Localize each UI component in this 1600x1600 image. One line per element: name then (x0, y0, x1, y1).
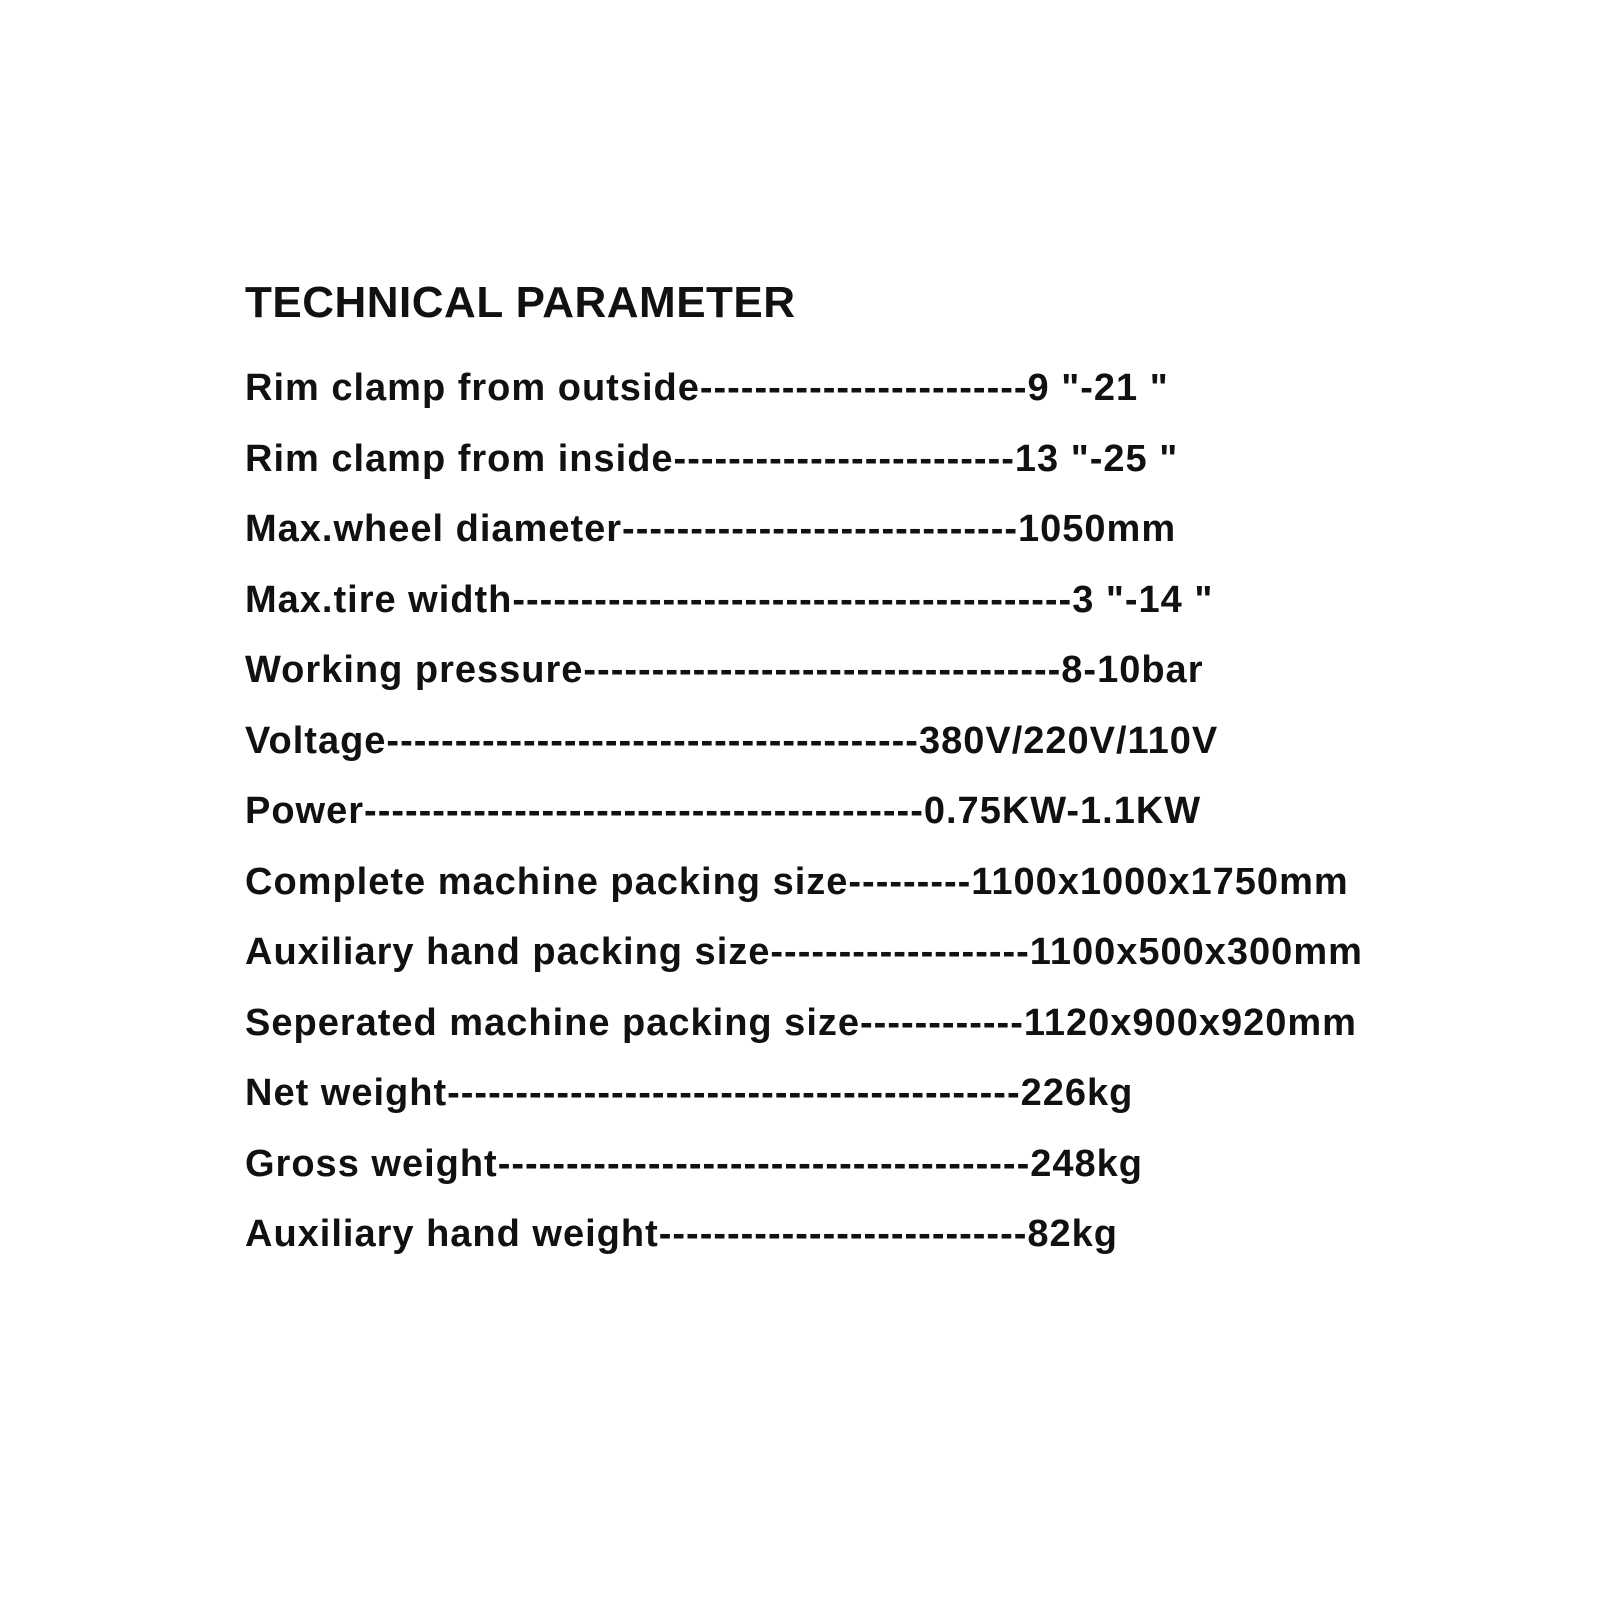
parameter-row-auxiliary-hand-packing-size: Auxiliary hand packing size-------------------1100x500x300mm (245, 931, 1363, 973)
parameter-row-seperated-machine-packing-size: Seperated machine packing size------------1120x900x920mm (245, 1001, 1357, 1044)
parameter-list (245, 353, 1545, 1270)
parameter-row-rim-clamp-outside: Rim clamp from outside------------------------9 "-21 " (245, 367, 1169, 409)
parameter-row-max-tire-width: Max.tire width-----------------------------------------3 "-14 " (245, 578, 1214, 621)
parameter-row-gross-weight: Gross weight---------------------------------------248kg (245, 1142, 1143, 1185)
page-title: TECHNICAL PARAMETER (245, 278, 796, 327)
technical-parameter-sheet (245, 275, 1545, 1270)
parameter-row-voltage: Voltage---------------------------------------380V/220V/110V (245, 719, 1219, 762)
parameter-row-working-pressure: Working pressure-----------------------------------8-10bar (245, 649, 1204, 691)
parameter-row-max-wheel-diameter: Max.wheel diameter-----------------------------1050mm (245, 508, 1177, 550)
parameter-row-power: Power-----------------------------------------0.75KW-1.1KW (245, 790, 1202, 832)
parameter-row-auxiliary-hand-weight: Auxiliary hand weight---------------------------82kg (245, 1213, 1119, 1255)
parameter-row-complete-machine-packing-size: Complete machine packing size---------1100x1000x1750mm (245, 860, 1349, 903)
parameter-row-net-weight: Net weight------------------------------------------226kg (245, 1072, 1134, 1114)
parameter-row-rim-clamp-inside: Rim clamp from inside-------------------------13 "-25 " (245, 437, 1179, 480)
